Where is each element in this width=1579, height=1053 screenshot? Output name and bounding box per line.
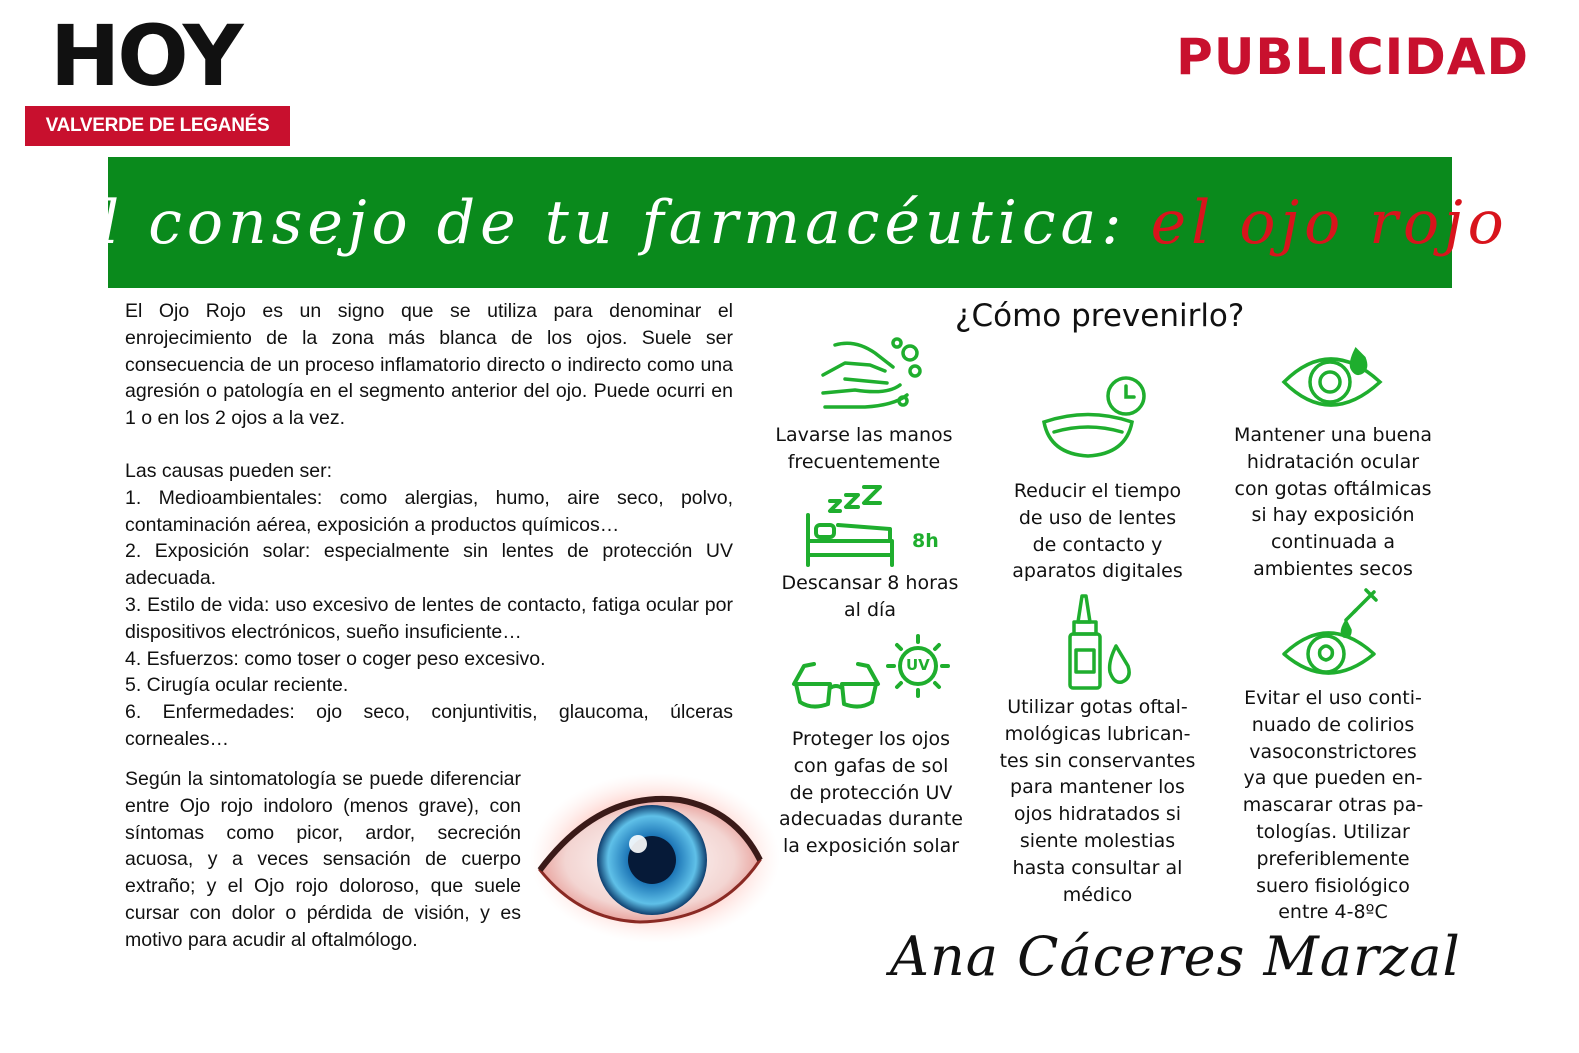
tip-avoid-vasoconstrictors	[1218, 685, 1448, 926]
tip-line: hasta consultar al	[1012, 856, 1183, 879]
article-intro: El Ojo Rojo es un signo que se utiliza para denominar el enrojecimiento de la zona más blanca de los ojos. Suele ser consecuencia de un proceso inflamatorio directo o indirecto como una agresión o patología en el segmento anterior del ojo. Puede ocurri en 1 o en los 2 ojos a la vez.	[125, 300, 733, 430]
wash-hands-icon	[815, 335, 925, 420]
tip-line: tologías. Utilizar	[1256, 820, 1410, 843]
prevention-title: ¿Cómo prevenirlo?	[955, 298, 1245, 334]
tip-line: si hay exposición	[1251, 504, 1415, 527]
tip-line: Utilizar gotas oftal-	[1007, 696, 1188, 718]
tip-line: mológicas lubrican-	[1004, 722, 1191, 745]
tip-line: tes sin conservantes	[999, 749, 1196, 772]
tip-sunglasses	[760, 726, 982, 860]
tip-sleep	[758, 570, 982, 624]
tip-contact-lens	[985, 478, 1210, 585]
tip-line: de protección UV	[789, 781, 953, 804]
eye-drop-icon	[1280, 340, 1388, 418]
red-eye-illustration	[520, 770, 780, 945]
cause-item: 4. Esfuerzos: como toser o coger peso excesivo.	[125, 647, 546, 670]
tip-line: siente molestias	[1019, 829, 1176, 852]
uv-badge: UV	[906, 656, 930, 674]
sleep-bed-icon	[800, 485, 900, 570]
tip-line: ambientes secos	[1253, 557, 1413, 580]
dropper-bottle-icon	[1062, 592, 1134, 692]
banner-title-accent: el ojo rojo	[1150, 187, 1509, 258]
tip-line: vasoconstrictores	[1249, 740, 1417, 763]
author-signature: Ana Cáceres Marzal	[890, 925, 1461, 988]
tip-line: con gafas de sol	[793, 754, 949, 777]
symptoms-paragraph: Según la sintomatología se puede diferenciar entre Ojo rojo indoloro (menos grave), con síntomas como picor, ardor, secreción acuosa, y a veces sensación de cuerpo extraño; y el Ojo rojo doloroso, que suele cursar con dolor o pérdida de visión, y es motivo para acudir al oftalmólogo.	[125, 768, 521, 951]
tip-lubricant-drops	[985, 694, 1210, 908]
cause-item: 2. Exposición solar: especialmente sin lentes de protección UV adecuada.	[125, 540, 733, 590]
tip-line: Reducir el tiempo	[1013, 480, 1182, 502]
tip-line: al día	[844, 598, 896, 621]
tip-line: Descansar 8 horas	[781, 572, 959, 594]
tip-line: para mantener los	[1010, 776, 1185, 799]
tip-line: entre 4-8ºC	[1278, 901, 1388, 924]
tip-line: Lavarse las manos	[775, 424, 953, 446]
article-body	[125, 298, 733, 753]
newspaper-logo	[25, 7, 290, 146]
title-banner	[51, 157, 1509, 288]
tip-line: la exposición solar	[782, 835, 960, 858]
tip-line: con gotas oftálmicas	[1234, 477, 1432, 500]
tip-line: preferiblemente	[1256, 847, 1410, 870]
cause-item: 6. Enfermedades: ojo seco, conjuntivitis, glaucoma, úlceras corneales…	[125, 701, 733, 750]
banner-title-main: El consejo de tu farmacéutica:	[51, 187, 1151, 258]
cause-item: 1. Medioambientales: como alergias, humo, aire seco, polvo, contaminación aérea, exposición a productos químicos…	[125, 486, 733, 536]
tip-line: mascarar otras pa-	[1242, 794, 1424, 817]
tip-line: aparatos digitales	[1012, 560, 1183, 583]
advertising-label: PUBLICIDAD	[1176, 28, 1529, 86]
tip-line: ojos hidratados si	[1013, 803, 1182, 826]
hours-badge: 8h	[912, 530, 939, 552]
contact-lens-clock-icon	[1038, 372, 1150, 462]
tip-line: continuada a	[1271, 531, 1395, 554]
eye-dropper-icon	[1280, 588, 1380, 684]
tip-line: frecuentemente	[787, 450, 941, 473]
cause-item: 3. Estilo de vida: uso excesivo de lentes de contacto, fatiga ocular por dispositivos electrónicos, sueño insuficiente…	[125, 593, 733, 643]
banner-title	[51, 188, 1509, 258]
tip-line: de uso de lentes	[1018, 506, 1177, 529]
tip-line: suero fisiológico	[1256, 874, 1410, 897]
tip-line: ya que pueden en-	[1243, 767, 1423, 790]
tip-hydration	[1218, 422, 1448, 583]
tip-line: médico	[1062, 883, 1133, 906]
red-eye-icon	[520, 770, 780, 945]
tip-wash-hands	[758, 422, 970, 476]
tip-line: adecuadas durante	[779, 808, 963, 831]
tip-line: Mantener una buena	[1233, 424, 1433, 446]
tip-line: Proteger los ojos	[791, 728, 951, 750]
logo-subtitle: VALVERDE DE LEGANÉS	[25, 106, 290, 146]
causes-title: Las causas pueden ser:	[125, 459, 333, 482]
tip-line: Evitar el uso conti-	[1244, 687, 1422, 709]
logo-title: HOY	[50, 7, 241, 105]
tip-line: de contacto y	[1032, 533, 1163, 556]
sunglasses-uv-icon	[790, 632, 955, 722]
cause-item: 5. Cirugía ocular reciente.	[125, 674, 349, 697]
tip-line: hidratación ocular	[1246, 450, 1420, 473]
tip-line: nuado de colirios	[1251, 713, 1415, 736]
